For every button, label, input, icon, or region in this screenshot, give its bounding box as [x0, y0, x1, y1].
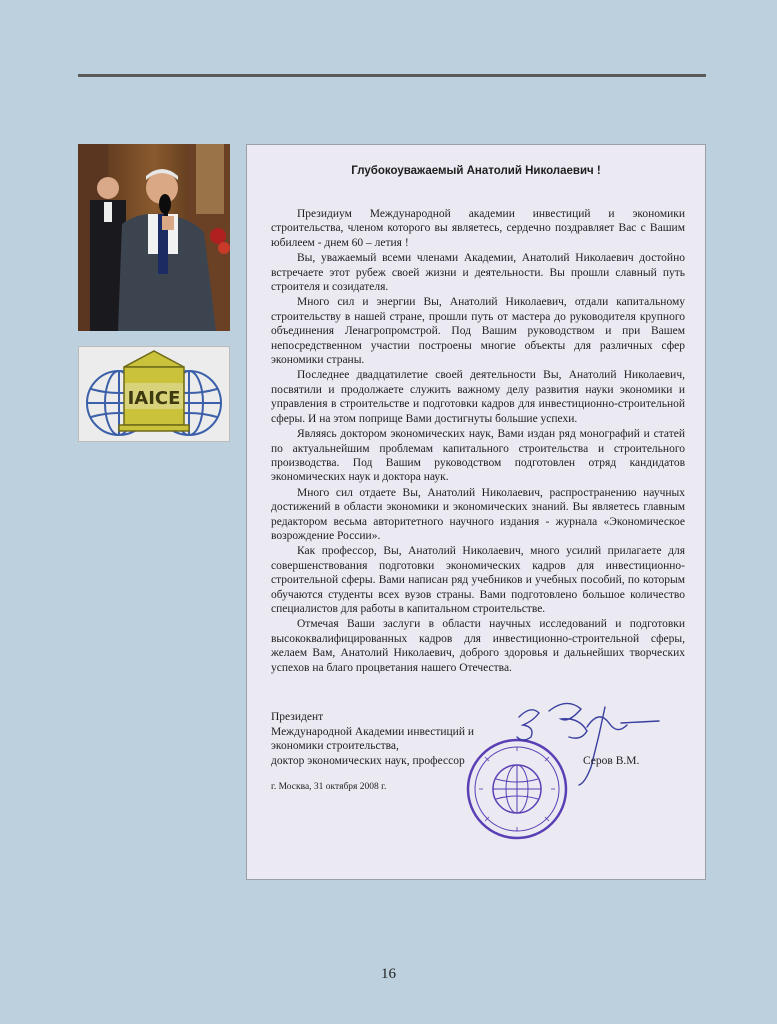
iaice-logo	[78, 346, 230, 442]
logo-text: IAICE	[127, 388, 181, 409]
signatory-name: Серов В.М.	[583, 755, 640, 767]
letter-paragraph: Последнее двадцатилетие своей деятельности Вы, Анатолий Николаевич, посвятили и продолжаете служить важному делу развития науки экономики и управления в строительстве и подготовки кадров для инвестиционно-строительной сферы. И на этом поприще Вами достигнуты большие успехи.	[271, 369, 685, 425]
signatory-title-line: Президент	[271, 711, 324, 723]
letter-paragraph: Являясь доктором экономических наук, Вами издан ряд монографий и статей по актуальнейшим проблемам капитального строительства и строительного производства. Под Вашим руководством подготовлен отряд кандидатов экономических наук и доктора наук.	[271, 428, 685, 484]
signatory-title-line: доктор экономических наук, профессор	[271, 754, 465, 767]
letter-paragraph: Отмечая Ваши заслуги в области научных исследований и подготовки высококвалифицированных кадров для инвестиционно-строительной сферы, желаем Вам, Анатолий Николаевич, доброго здоровья и дальнейших творческих успехов на благо процветания нашего Отечества.	[271, 618, 685, 674]
letter-paragraph: Как профессор, Вы, Анатолий Николаевич, много усилий прилагаете для совершенствования подготовки экономических кадров для инвестиционно-строительной сферы. Вами написан ряд учебников и учебных пособий, по которым обучаются студенты всех вузов страны. Вами подготовлено большое количество специалистов для работы в капитальном строительстве.	[271, 545, 685, 615]
signatory-title-line: экономики строительства,	[271, 740, 399, 753]
page-number: 16	[381, 966, 396, 982]
letter-paragraph: Вы, уважаемый всеми членами Академии, Анатолий Николаевич достойно встречаете этот рубеж своей жизни и деятельности. Вы прошли славный путь строителя и созидателя.	[271, 252, 685, 294]
signatory-title-line: Международной Академии инвестиций и	[271, 725, 475, 738]
iaice-logo-image	[79, 347, 229, 441]
letter-paragraph: Много сил отдаете Вы, Анатолий Николаевич, распространению научных достижений в области экономики и экономических знаний. Вы являетесь главным редактором весьма авторитетного научного издания - журнала «Экономическое возрождение России».	[271, 486, 685, 542]
letter-paragraph: Президиум Международной академии инвестиций и экономики строительства, членом которого вы являетесь, сердечно поздравляет Вас с Вашим юбилеем - днем 60 – летия !	[271, 208, 685, 249]
letter-greeting: Глубокоуважаемый Анатолий Николаевич !	[351, 165, 601, 177]
handwritten-signature	[509, 697, 669, 787]
letter-date: г. Москва, 31 октября 2008 г.	[271, 782, 387, 792]
letter-body	[271, 207, 685, 676]
congratulation-letter	[246, 144, 706, 880]
event-photo-image	[78, 144, 230, 331]
event-photo	[78, 144, 230, 331]
top-divider	[78, 74, 706, 77]
letter-paragraph: Много сил и энергии Вы, Анатолий Николаевич, отдали капитальному строительству в нашей стране, прошли путь от мастера до руководителя крупного объединения Ленагропромстрой. Под Вашим руководством и при Вашем непосредственном участии построены многие объекты для различных сфер экономики страны.	[271, 296, 685, 367]
